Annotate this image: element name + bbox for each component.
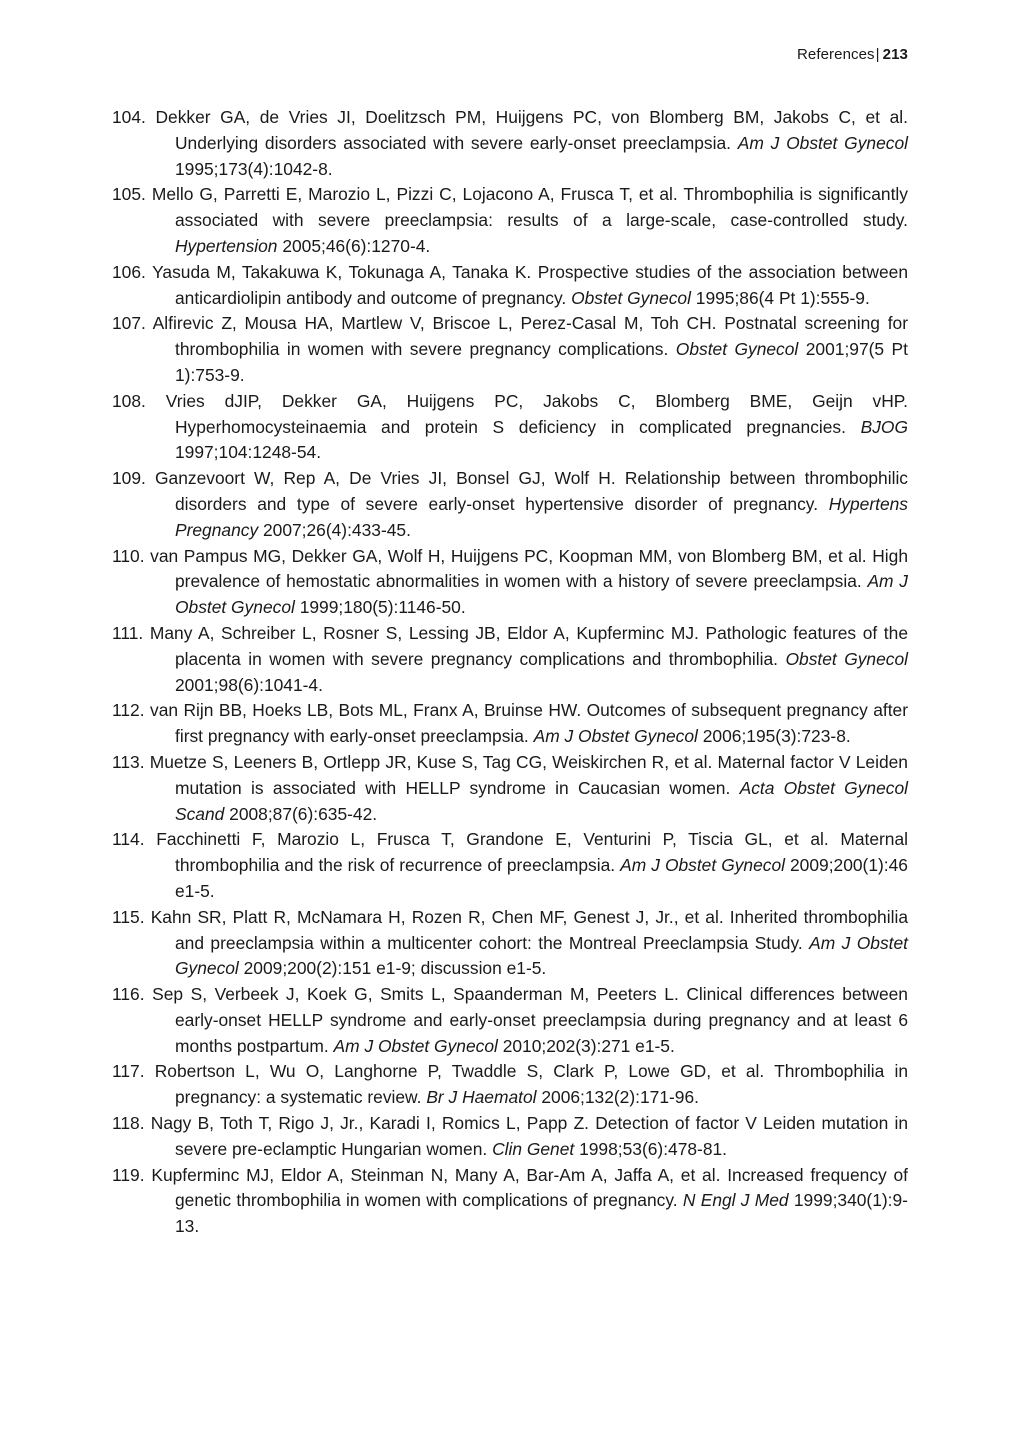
reference-number: 115.: [112, 906, 145, 927]
reference-number: 104.: [112, 107, 146, 127]
reference-number: 118.: [112, 1113, 145, 1134]
reference-authors-title: Facchinetti F, Marozio L, Frusca T, Grandone E, Venturini P, Tiscia GL, et al. Maternal thrombophilia and the risk of recurrence of preeclampsia.: [156, 829, 908, 876]
reference-authors-title: Vries dJIP, Dekker GA, Huijgens PC, Jakobs C, Blomberg BME, Geijn vHP. Hyperhomocysteinaemia and protein S deficiency in complicated pregnancies.: [165, 390, 908, 437]
reference-journal: BJOG: [860, 416, 908, 437]
reference-authors-title: van Pampus MG, Dekker GA, Wolf H, Huijgens PC, Koopman MM, von Blomberg BM, et al. High prevalence of hemostatic abnormalities in women with a history of severe preeclampsia.: [150, 545, 908, 592]
reference-entry: [112, 311, 908, 388]
reference-authors-title: Many A, Schreiber L, Rosner S, Lessing JB, Eldor A, Kupferminc MJ. Pathologic features of the placenta in women with severe pregnancy complications and thrombophilia.: [149, 622, 908, 669]
reference-number: 110.: [112, 545, 145, 566]
reference-number: 105.: [112, 184, 146, 205]
reference-citation: 1999;340(1):9-13.: [175, 1190, 908, 1237]
reference-authors-title: Ganzevoort W, Rep A, De Vries JI, Bonsel GJ, Wolf H. Relationship between thrombophilic disorders and type of severe early-onset hypertensive disorder of pregnancy.: [155, 468, 908, 514]
reference-journal: Br J Haematol: [426, 1087, 537, 1108]
reference-number: 112.: [112, 700, 145, 721]
reference-journal: Acta Obstet Gynecol Scand: [175, 777, 908, 824]
reference-list: [112, 105, 908, 1240]
reference-entry: [112, 105, 908, 182]
reference-citation: 1998;53(6):478-81.: [579, 1138, 728, 1159]
header-separator: |: [875, 46, 880, 63]
reference-citation: 2001;98(6):1041-4.: [175, 674, 323, 695]
reference-journal: Hypertension: [175, 235, 278, 256]
reference-number: 113.: [112, 751, 145, 772]
reference-entry: [112, 544, 908, 621]
reference-authors-title: Yasuda M, Takakuwa K, Tokunaga A, Tanaka K. Prospective studies of the association between anticardiolipin antibody and outcome of pregnancy.: [152, 261, 908, 308]
reference-journal: Am J Obstet Gynecol: [175, 932, 908, 979]
reference-authors-title: Kupferminc MJ, Eldor A, Steinman N, Many A, Bar-Am A, Jaffa A, et al. Increased frequency of genetic thrombophilia in women with complications of pregnancy.: [151, 1164, 908, 1211]
reference-authors-title: Dekker GA, de Vries JI, Doelitzsch PM, Huijgens PC, von Blomberg BM, Jakobs C, et al. Underlying disorders associated with severe early-onset preeclampsia.: [155, 107, 908, 153]
reference-journal: Obstet Gynecol: [675, 339, 799, 360]
reference-citation: 2007;26(4):433-45.: [262, 519, 411, 540]
reference-citation: 2001;97(5 Pt 1):753-9.: [175, 339, 908, 385]
reference-citation: 1995;86(4 Pt 1):555-9.: [695, 287, 870, 308]
reference-entry: [112, 182, 908, 259]
reference-authors-title: Alfirevic Z, Mousa HA, Martlew V, Briscoe L, Perez-Casal M, Toh CH. Postnatal screening for thrombophilia in women with severe pregnancy complications.: [152, 313, 908, 360]
reference-journal: Am J Obstet Gynecol: [620, 855, 785, 876]
reference-entry: [112, 621, 908, 698]
reference-entry: [112, 905, 908, 982]
reference-journal: Am J Obstet Gynecol: [333, 1035, 498, 1056]
reference-citation: 2006;132(2):171-96.: [541, 1087, 699, 1108]
reference-citation: 2005;46(6):1270-4.: [282, 235, 431, 256]
reference-number: 111.: [112, 622, 144, 643]
reference-number: 119.: [112, 1164, 145, 1185]
reference-journal: Am J Obstet Gynecol: [533, 726, 698, 747]
reference-number: 109.: [112, 468, 146, 489]
reference-authors-title: Sep S, Verbeek J, Koek G, Smits L, Spaanderman M, Peeters L. Clinical differences between early-onset HELLP syndrome and early-onset preeclampsia during pregnancy and at least 6 months postpartum.: [152, 984, 908, 1056]
reference-journal: Clin Genet: [492, 1138, 575, 1159]
reference-number: 106.: [112, 261, 146, 282]
reference-journal: Hypertens Pregnancy: [175, 493, 908, 540]
reference-entry: [112, 750, 908, 827]
reference-number: 108.: [112, 390, 146, 411]
reference-citation: 2009;200(1):46 e1-5.: [175, 855, 908, 901]
reference-authors-title: van Rijn BB, Hoeks LB, Bots ML, Franx A, Bruinse HW. Outcomes of subsequent pregnancy after first pregnancy with early-onset preeclampsia.: [150, 700, 908, 747]
reference-authors-title: Robertson L, Wu O, Langhorne P, Twaddle S, Clark P, Lowe GD, et al. Thrombophilia in pregnancy: a systematic review.: [154, 1061, 908, 1108]
reference-journal: Am J Obstet Gynecol: [175, 571, 908, 618]
reference-authors-title: Mello G, Parretti E, Marozio L, Pizzi C, Lojacono A, Frusca T, et al. Thrombophilia is significantly associated with severe preeclampsia: results of a large-scale, case-controlled study.: [151, 184, 908, 231]
reference-journal: Am J Obstet Gynecol: [737, 132, 908, 153]
reference-citation: 2006;195(3):723-8.: [702, 726, 851, 747]
reference-entry: [112, 982, 908, 1059]
reference-number: 116.: [112, 984, 145, 1005]
section-title: References: [796, 46, 875, 63]
reference-journal: Obstet Gynecol: [785, 648, 908, 669]
reference-citation: 2008;87(6):635-42.: [229, 803, 378, 824]
reference-entry: [112, 1163, 908, 1240]
running-header: [797, 45, 908, 65]
reference-journal: Obstet Gynecol: [571, 287, 691, 308]
reference-entry: [112, 260, 908, 312]
reference-citation: 2009;200(2):151 e1-9; discussion e1-5.: [243, 958, 547, 979]
reference-citation: 1999;180(5):1146-50.: [299, 597, 466, 618]
reference-journal: N Engl J Med: [682, 1190, 789, 1211]
page-number: 213: [882, 46, 908, 63]
reference-citation: 2010;202(3):271 e1-5.: [502, 1035, 675, 1056]
reference-entry: [112, 1111, 908, 1163]
reference-number: 114.: [112, 829, 145, 850]
reference-entry: [112, 698, 908, 750]
reference-authors-title: Kahn SR, Platt R, McNamara H, Rozen R, Chen MF, Genest J, Jr., et al. Inherited thrombophilia and preeclampsia within a multicenter cohort: the Montreal Preeclampsia Study.: [150, 906, 908, 953]
reference-authors-title: Nagy B, Toth T, Rigo J, Jr., Karadi I, Romics L, Papp Z. Detection of factor V Leiden mutation in severe pre-eclamptic Hungarian women.: [150, 1113, 908, 1159]
reference-citation: 1995;173(4):1042-8.: [175, 158, 333, 179]
reference-entry: [112, 1059, 908, 1111]
reference-number: 107.: [112, 313, 146, 334]
reference-number: 117.: [112, 1061, 145, 1082]
reference-entry: [112, 827, 908, 904]
reference-entry: [112, 389, 908, 466]
reference-authors-title: Muetze S, Leeners B, Ortlepp JR, Kuse S, Tag CG, Weiskirchen R, et al. Maternal factor V Leiden mutation is associated with HELLP syndrome in Caucasian women.: [149, 751, 908, 798]
reference-citation: 1997;104:1248-54.: [175, 442, 322, 463]
reference-entry: [112, 466, 908, 543]
